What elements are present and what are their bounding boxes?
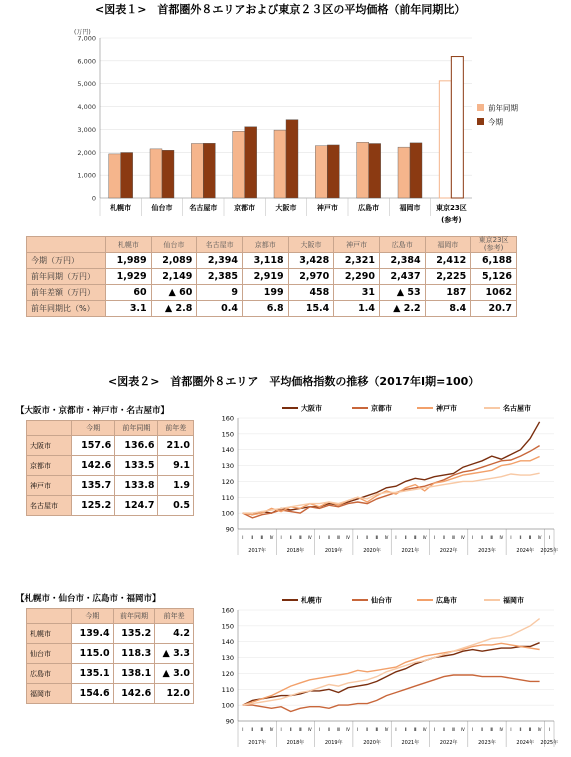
fig1-bar	[245, 127, 257, 198]
fig1-table-row	[27, 253, 517, 269]
fig1-table-cell: 3.1	[106, 301, 152, 317]
fig2-table2-col-header: 今期	[72, 609, 114, 624]
fig2-chart1-y-tick-label: 150	[221, 430, 234, 439]
fig1-x-tick-label: 京都市	[234, 204, 256, 212]
fig1-table	[26, 236, 517, 317]
fig1-table-cell: 2,321	[334, 253, 380, 269]
fig1-col-header: 札幌市	[106, 237, 152, 253]
fig2-table1-cell: 124.7	[115, 496, 158, 516]
fig1-table-row	[27, 269, 517, 285]
fig2-table2-cell: ▲ 3.3	[155, 644, 194, 664]
fig2-table2-cell: 139.4	[72, 624, 114, 644]
fig2-chart2-x-quarter-label: Ⅲ	[375, 727, 379, 732]
fig2-line-chart-2	[212, 590, 564, 748]
fig2-chart2-x-quarter-label: Ⅲ	[260, 727, 264, 732]
fig2-chart2-y-tick-label: 110	[221, 685, 234, 694]
fig1-x-tick-label: 仙台市	[151, 204, 173, 212]
fig2-chart1-x-year-label: 2017年	[248, 548, 267, 554]
fig2-chart1-x-quarter-label: Ⅱ	[481, 535, 484, 540]
fig1-bar	[274, 130, 286, 198]
fig1-y-tick-label: 0	[91, 194, 96, 203]
fig2-chart2-series-line	[243, 675, 540, 712]
fig2-chart1-x-year-label: 2022年	[439, 548, 458, 554]
fig2-table1-cell: 21.0	[158, 436, 194, 456]
fig1-table-row	[27, 285, 517, 301]
fig2-chart2-series-line	[243, 643, 540, 705]
fig1-table-row	[27, 301, 517, 317]
fig1-x-tick-label: 大阪市	[275, 204, 297, 212]
fig2-table1-cell: 125.2	[72, 496, 115, 516]
fig1-table-cell: 9	[197, 285, 243, 301]
fig2-chart1-x-year-label: 2024年	[516, 548, 535, 554]
fig1-bar	[233, 131, 245, 198]
fig1-bar-chart	[60, 24, 550, 230]
fig2-chart2-x-year-label: 2024年	[516, 740, 535, 746]
fig1-col-header: 名古屋市	[197, 237, 243, 253]
fig2-table2-corner	[27, 609, 72, 624]
fig1-table-cell: 187	[425, 285, 471, 301]
fig2-chart1-x-quarter-label: Ⅲ	[413, 535, 417, 540]
fig2-table1-col-header: 前年同期	[115, 421, 158, 436]
fig2-table2-row	[27, 664, 194, 684]
fig2-table1-cell: 133.5	[115, 456, 158, 476]
fig1-col-header: 大阪市	[288, 237, 334, 253]
fig1-table-corner	[27, 237, 106, 253]
fig2-chart1-y-tick-label: 160	[221, 414, 234, 423]
fig1-row-header: 前年差額（万円）	[27, 285, 106, 301]
fig1-table-cell: 2,385	[197, 269, 243, 285]
fig1-table-cell: ▲ 53	[379, 285, 425, 301]
fig2-table1-corner	[27, 421, 72, 436]
fig2-table1	[26, 420, 194, 516]
fig2-chart1-series-line	[243, 457, 540, 515]
fig2-chart2-x-quarter-label: Ⅲ	[452, 727, 455, 732]
fig1-x-tick-label: 広島市	[358, 204, 380, 212]
fig2-chart1-y-tick-label: 110	[221, 493, 234, 502]
fig1-x-tick-label: 福岡市	[399, 204, 421, 212]
fig1-bar	[150, 149, 162, 198]
fig2-table2-row-header: 仙台市	[27, 644, 72, 664]
fig1-y-tick-label: 3,000	[77, 125, 96, 134]
fig1-x-tick-label: 札幌市	[110, 204, 132, 212]
fig2-table1-row-header: 神戸市	[27, 476, 72, 496]
fig1-table-cell: 0.4	[197, 301, 243, 317]
fig1-legend-label: 前年同期	[488, 103, 518, 113]
fig1-legend-swatch	[477, 118, 484, 125]
fig1-bar	[203, 143, 215, 198]
fig2-table1-cell: 142.6	[72, 456, 115, 476]
fig1-x-note: (参考)	[441, 216, 462, 224]
fig1-x-tick-label: 東京23区	[435, 204, 467, 212]
fig1-table-cell: 3,428	[288, 253, 334, 269]
fig1-y-tick-label: 7,000	[77, 34, 96, 43]
fig2-chart2-x-quarter-label: Ⅳ	[384, 727, 389, 732]
fig2-title: <図表２> 首都圏外８エリア 平均価格指数の推移（2017年Ⅰ期=100）	[108, 375, 480, 388]
fig2-table1-cell: 133.8	[115, 476, 158, 496]
fig1-x-tick-label: 名古屋市	[189, 204, 218, 212]
fig2-chart2-x-quarter-label: Ⅰ	[433, 727, 435, 732]
fig2-chart1-x-quarter-label: Ⅲ	[452, 535, 455, 540]
fig2-chart2-x-year-label: 2020年	[363, 740, 381, 746]
fig2-table2-col-header: 前年同期	[113, 609, 155, 624]
fig2-chart2-x-year-label: 2018年	[286, 740, 305, 746]
fig2-chart1-x-quarter-label: Ⅱ	[404, 535, 407, 540]
fig2-chart1-x-quarter-label: Ⅰ	[280, 535, 282, 540]
fig1-col-header: 仙台市	[151, 237, 197, 253]
fig2-line-chart-1	[212, 398, 564, 556]
fig2-chart1-x-quarter-label: Ⅰ	[357, 535, 359, 540]
fig2-chart1-x-quarter-label: Ⅰ	[510, 535, 512, 540]
fig1-table-cell: ▲ 2.8	[151, 301, 197, 317]
fig2-chart1-x-quarter-label: Ⅰ	[318, 535, 320, 540]
fig1-bar	[398, 147, 410, 198]
fig2-chart2-y-tick-label: 150	[221, 622, 234, 631]
fig2-chart1-y-tick-label: 120	[221, 477, 234, 486]
fig1-bar	[327, 145, 339, 198]
fig2-chart2-x-quarter-label: Ⅲ	[298, 727, 302, 732]
fig2-chart2-legend-label: 札幌市	[301, 596, 322, 605]
fig1-table-cell: 1,929	[106, 269, 152, 285]
fig1-bar	[357, 142, 369, 198]
fig2-chart2-x-quarter-label: Ⅳ	[346, 727, 350, 732]
fig2-chart2-legend-label: 仙台市	[371, 596, 392, 605]
fig2-chart2-x-quarter-label: Ⅲ	[528, 727, 532, 732]
fig1-col-header: 福岡市	[425, 237, 471, 253]
fig1-table-cell: 2,089	[151, 253, 197, 269]
fig2-table2-title: 【札幌市・仙台市・広島市・福岡市】	[16, 594, 161, 604]
fig2-chart1-legend-label: 神戸市	[436, 404, 457, 413]
fig1-col-header-tokyo	[471, 237, 517, 253]
fig1-table-cell: 1.4	[334, 301, 380, 317]
fig2-chart1-x-quarter-label: Ⅰ	[433, 535, 435, 540]
fig2-chart1-x-quarter-label: Ⅰ	[548, 535, 550, 540]
fig2-table2-header-row	[27, 609, 194, 624]
fig2-table1-header-row	[27, 421, 194, 436]
fig1-table-cell: 2,149	[151, 269, 197, 285]
fig2-chart2-y-tick-label: 100	[221, 701, 234, 710]
fig1-table-cell: 2,412	[425, 253, 471, 269]
fig1-col-header-tokyo-note: (参考)	[483, 243, 504, 252]
fig2-chart2-x-quarter-label: Ⅰ	[357, 727, 359, 732]
fig2-chart1-legend-label: 名古屋市	[503, 404, 531, 413]
fig1-table-cell: 31	[334, 285, 380, 301]
fig2-table2-row-header: 札幌市	[27, 624, 72, 644]
fig1-y-tick-label: 5,000	[77, 80, 96, 89]
fig2-table2-cell: 142.6	[113, 684, 155, 704]
fig2-chart2-x-quarter-label: Ⅳ	[461, 727, 465, 732]
fig2-chart2-x-quarter-label: Ⅳ	[269, 727, 274, 732]
fig1-row-header: 前年同期（万円）	[27, 269, 106, 285]
fig1-table-cell: 3,118	[242, 253, 288, 269]
fig2-chart1-x-quarter-label: Ⅳ	[461, 535, 465, 540]
fig2-chart2-y-tick-label: 130	[221, 654, 234, 663]
fig2-table1-cell: 157.6	[72, 436, 115, 456]
fig2-chart1-x-quarter-label: Ⅳ	[269, 535, 274, 540]
fig1-bar	[451, 57, 463, 198]
fig1-col-header: 神戸市	[334, 237, 380, 253]
fig2-chart2-x-year-label: 2023年	[478, 740, 496, 746]
fig1-y-tick-label: 4,000	[77, 103, 96, 112]
fig1-table-cell: 2,970	[288, 269, 334, 285]
fig2-chart1-x-year-label: 2019年	[324, 548, 343, 554]
fig1-table-cell: 2,919	[242, 269, 288, 285]
fig1-col-header-tokyo-label: 東京23区	[478, 236, 509, 244]
fig2-chart2-x-quarter-label: Ⅱ	[327, 727, 330, 732]
fig2-table2-row	[27, 624, 194, 644]
fig2-table1-row	[27, 476, 194, 496]
fig2-chart1-x-quarter-label: Ⅰ	[472, 535, 474, 540]
fig2-table1-col-header: 今期	[72, 421, 115, 436]
fig1-table-cell: 2,290	[334, 269, 380, 285]
fig2-chart1-y-tick-label: 100	[221, 509, 234, 518]
fig2-table1-cell: 0.5	[158, 496, 194, 516]
fig2-chart2-x-quarter-label: Ⅰ	[280, 727, 282, 732]
fig1-bar	[410, 143, 422, 198]
fig2-chart2-x-quarter-label: Ⅱ	[519, 727, 522, 732]
fig2-table2-cell: 154.6	[72, 684, 114, 704]
fig2-table2-row-header: 広島市	[27, 664, 72, 684]
fig2-table1-row	[27, 496, 194, 516]
fig2-table1-cell: 135.7	[72, 476, 115, 496]
fig1-table-cell: 20.7	[471, 301, 517, 317]
fig2-table1-row	[27, 456, 194, 476]
fig2-table2-cell: 138.1	[113, 664, 155, 684]
fig2-table2-cell: 4.2	[155, 624, 194, 644]
fig2-chart1-x-quarter-label: Ⅳ	[537, 535, 542, 540]
fig2-chart2-x-year-label: 2025年	[540, 740, 559, 746]
fig2-chart2-x-quarter-label: Ⅱ	[366, 727, 369, 732]
fig2-chart1-x-year-label: 2018年	[286, 548, 305, 554]
fig2-table2-row	[27, 644, 194, 664]
fig1-table-cell: ▲ 2.2	[379, 301, 425, 317]
fig2-chart2-y-tick-label: 90	[225, 717, 234, 726]
fig2-chart2-x-quarter-label: Ⅰ	[318, 727, 320, 732]
fig2-chart1-x-quarter-label: Ⅱ	[442, 535, 445, 540]
fig2-chart2-x-year-label: 2019年	[324, 740, 343, 746]
fig1-row-header: 今期（万円）	[27, 253, 106, 269]
fig1-row-header: 前年同期比（%）	[27, 301, 106, 317]
fig1-table-cell: 2,437	[379, 269, 425, 285]
fig2-chart2-x-quarter-label: Ⅳ	[537, 727, 542, 732]
fig2-chart1-x-quarter-label: Ⅲ	[490, 535, 494, 540]
fig2-chart2-series-line	[243, 619, 540, 706]
fig2-chart1-x-quarter-label: Ⅲ	[375, 535, 379, 540]
fig2-table1-row	[27, 436, 194, 456]
fig2-chart1-x-quarter-label: Ⅱ	[289, 535, 292, 540]
fig1-table-cell: 6,188	[471, 253, 517, 269]
fig2-chart1-x-quarter-label: Ⅰ	[395, 535, 397, 540]
fig1-table-cell: 2,394	[197, 253, 243, 269]
fig1-table-cell: 1062	[471, 285, 517, 301]
fig2-table2-cell: 115.0	[72, 644, 114, 664]
fig2-chart1-x-year-label: 2023年	[478, 548, 496, 554]
fig2-chart1-x-quarter-label: Ⅳ	[346, 535, 350, 540]
fig2-table2-col-header: 前年差	[155, 609, 194, 624]
fig2-table1-cell: 136.6	[115, 436, 158, 456]
fig2-chart2-x-quarter-label: Ⅱ	[442, 727, 445, 732]
fig2-chart1-legend-label: 大阪市	[301, 404, 322, 413]
fig2-table2-cell: ▲ 3.0	[155, 664, 194, 684]
fig1-title: <図表１> 首都圏外８エリアおよび東京２３区の平均価格（前年同期比）	[95, 3, 466, 16]
fig2-table2	[26, 608, 194, 704]
fig2-chart1-x-quarter-label: Ⅳ	[384, 535, 389, 540]
fig2-chart1-series-line	[243, 473, 540, 513]
fig1-bar	[439, 81, 451, 198]
fig2-chart1-x-quarter-label: Ⅱ	[366, 535, 369, 540]
fig1-col-header: 広島市	[379, 237, 425, 253]
fig2-chart1-x-year-label: 2021年	[401, 548, 420, 554]
fig2-chart1-x-quarter-label: Ⅱ	[251, 535, 254, 540]
fig2-chart1-y-tick-label: 140	[221, 446, 234, 455]
fig1-table-cell: 8.4	[425, 301, 471, 317]
fig2-table1-row-header: 名古屋市	[27, 496, 72, 516]
fig2-chart2-x-quarter-label: Ⅱ	[251, 727, 254, 732]
fig1-bar	[121, 153, 133, 198]
fig1-table-cell: 60	[106, 285, 152, 301]
fig2-chart2-x-quarter-label: Ⅲ	[337, 727, 340, 732]
fig2-chart2-x-quarter-label: Ⅲ	[490, 727, 494, 732]
fig2-chart2-x-quarter-label: Ⅱ	[404, 727, 407, 732]
fig2-chart2-x-quarter-label: Ⅳ	[499, 727, 504, 732]
fig1-bar	[315, 146, 327, 198]
fig2-table1-title: 【大阪市・京都市・神戸市・名古屋市】	[16, 406, 170, 416]
fig1-table-cell: 6.8	[242, 301, 288, 317]
fig1-table-cell: 2,225	[425, 269, 471, 285]
fig2-table1-row-header: 大阪市	[27, 436, 72, 456]
fig2-chart1-x-quarter-label: Ⅲ	[337, 535, 340, 540]
fig2-chart1-x-quarter-label: Ⅲ	[528, 535, 532, 540]
fig2-chart1-x-quarter-label: Ⅱ	[327, 535, 330, 540]
fig1-table-cell: 2,384	[379, 253, 425, 269]
fig2-chart2-x-quarter-label: Ⅳ	[307, 727, 312, 732]
fig2-chart2-x-quarter-label: Ⅰ	[548, 727, 550, 732]
fig1-table-cell: 199	[242, 285, 288, 301]
fig2-table2-cell: 135.1	[72, 664, 114, 684]
fig2-chart2-x-quarter-label: Ⅰ	[472, 727, 474, 732]
fig2-chart1-x-quarter-label: Ⅲ	[298, 535, 302, 540]
fig2-chart1-x-quarter-label: Ⅰ	[242, 535, 244, 540]
fig2-chart1-x-year-label: 2025年	[540, 548, 559, 554]
fig1-bar	[369, 144, 381, 198]
fig1-bar	[109, 154, 121, 198]
fig2-chart1-x-quarter-label: Ⅳ	[499, 535, 504, 540]
fig1-bar	[162, 150, 174, 198]
fig1-y-unit: (万円)	[74, 29, 91, 36]
fig1-col-header: 京都市	[242, 237, 288, 253]
fig2-chart2-x-quarter-label: Ⅱ	[289, 727, 292, 732]
fig2-chart2-x-year-label: 2021年	[401, 740, 420, 746]
fig2-table2-cell: 118.3	[113, 644, 155, 664]
fig2-chart1-y-tick-label: 90	[225, 525, 234, 534]
fig2-chart2-x-year-label: 2017年	[248, 740, 267, 746]
fig2-chart2-x-quarter-label: Ⅰ	[395, 727, 397, 732]
fig2-chart1-legend-label: 京都市	[371, 404, 392, 413]
fig1-table-cell: 15.4	[288, 301, 334, 317]
fig2-chart2-y-tick-label: 160	[221, 606, 234, 615]
fig1-table-cell: 458	[288, 285, 334, 301]
fig1-table-cell: 1,989	[106, 253, 152, 269]
fig2-chart1-x-quarter-label: Ⅱ	[519, 535, 522, 540]
fig2-table1-row-header: 京都市	[27, 456, 72, 476]
fig1-table-cell: 5,126	[471, 269, 517, 285]
fig2-chart2-x-quarter-label: Ⅱ	[481, 727, 484, 732]
fig1-legend-swatch	[477, 104, 484, 111]
fig1-bar	[191, 143, 203, 198]
fig1-y-tick-label: 2,000	[77, 148, 96, 157]
fig2-chart1-y-tick-label: 130	[221, 462, 234, 471]
fig2-table2-cell: 12.0	[155, 684, 194, 704]
fig2-chart2-x-quarter-label: Ⅲ	[413, 727, 417, 732]
fig1-bar	[286, 120, 298, 198]
fig1-x-tick-label: 神戸市	[316, 204, 338, 212]
fig2-chart2-legend-label: 広島市	[436, 596, 457, 605]
fig2-chart2-y-tick-label: 120	[221, 669, 234, 678]
fig1-table-cell: ▲ 60	[151, 285, 197, 301]
fig1-y-tick-label: 1,000	[77, 171, 96, 180]
fig2-table2-row	[27, 684, 194, 704]
fig2-chart2-x-quarter-label: Ⅰ	[510, 727, 512, 732]
fig2-chart2-y-tick-label: 140	[221, 638, 234, 647]
fig2-chart1-x-year-label: 2020年	[363, 548, 381, 554]
fig2-chart2-x-year-label: 2022年	[439, 740, 458, 746]
fig1-table-header-row	[27, 237, 517, 253]
fig2-table1-cell: 1.9	[158, 476, 194, 496]
fig1-y-tick-label: 6,000	[77, 57, 96, 66]
fig2-chart1-x-quarter-label: Ⅲ	[260, 535, 264, 540]
fig2-table2-row-header: 福岡市	[27, 684, 72, 704]
fig2-chart2-x-quarter-label: Ⅰ	[242, 727, 244, 732]
fig2-chart2-x-quarter-label: Ⅳ	[422, 727, 427, 732]
fig2-table1-cell: 9.1	[158, 456, 194, 476]
fig2-chart1-x-quarter-label: Ⅳ	[422, 535, 427, 540]
fig2-chart2-legend-label: 福岡市	[503, 596, 524, 605]
fig1-legend-label: 今期	[488, 117, 503, 127]
fig2-chart1-x-quarter-label: Ⅳ	[307, 535, 312, 540]
fig2-table1-col-header: 前年差	[158, 421, 194, 436]
fig2-table2-cell: 135.2	[113, 624, 155, 644]
